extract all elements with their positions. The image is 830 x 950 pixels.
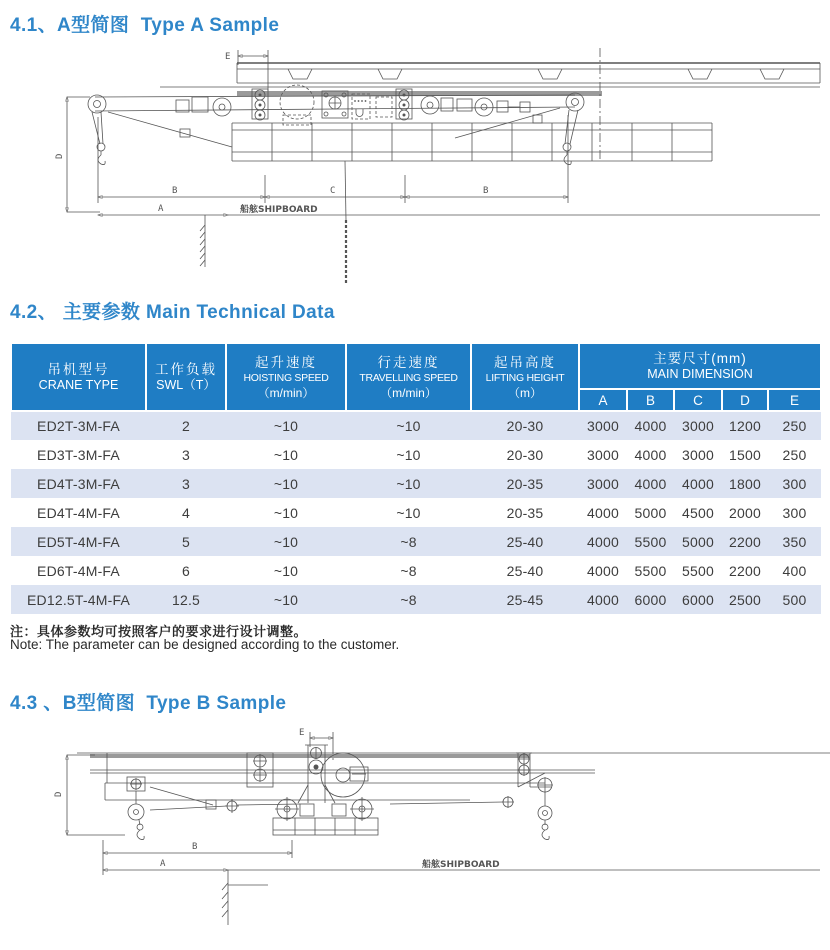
spec-cell: 4000 [587, 562, 619, 579]
svg-text:B: B [483, 186, 489, 196]
spec-cell: 25-40 [506, 562, 544, 579]
col-dim-c: C [674, 389, 722, 411]
svg-text:A: A [160, 859, 166, 869]
type-b-drawing [0, 725, 830, 950]
left-hook [92, 112, 105, 165]
spec-row [11, 498, 821, 527]
col-swl [146, 343, 226, 411]
spec-cell: 300 [782, 504, 807, 521]
spec-cell: 4000 [634, 446, 667, 463]
col-crane-type-zh: 吊机型号 [47, 362, 110, 377]
col-dim-e: E [768, 389, 821, 411]
col-lift-unit: （m） [508, 385, 542, 400]
wall-hatch [222, 870, 268, 925]
spec-cell: ED6T-4M-FA [37, 562, 120, 579]
svg-text:D: D [55, 153, 65, 159]
svg-text:船舷SHIPBOARD: 船舷SHIPBOARD [240, 205, 318, 215]
col-lift-en: LIFTING HEIGHT [485, 371, 565, 384]
spec-cell: 1200 [729, 418, 761, 434]
svg-text:E: E [225, 52, 231, 62]
spec-cell: 1500 [729, 446, 761, 463]
note-zh: 注：具体参数均可按照客户的要求进行设计调整。 [10, 624, 308, 639]
spec-cell: 20-30 [506, 418, 544, 434]
col-dim-b: B [627, 389, 674, 411]
spec-cell: ~10 [396, 504, 421, 521]
spec-cell: ~10 [396, 418, 421, 434]
carriage [273, 797, 378, 835]
spec-cell: 300 [782, 475, 807, 492]
col-hoist-en: HOISTING SPEED [243, 371, 329, 384]
col-hoist-unit: （m/min） [257, 385, 315, 400]
svg-text:D: D [54, 791, 64, 797]
svg-text:船舷SHIPBOARD: 船舷SHIPBOARD [422, 860, 500, 870]
col-dim-en: MAIN DIMENSION [647, 367, 753, 381]
spec-cell: 5000 [634, 504, 667, 521]
spec-cell: 4 [182, 504, 190, 521]
spec-cell: 1800 [729, 475, 761, 492]
spec-cell: 25-45 [506, 591, 544, 608]
svg-text:C: C [330, 186, 336, 196]
spec-cell: 4000 [682, 475, 714, 492]
spec-row [11, 585, 821, 614]
dim-a-shipboard [103, 858, 820, 870]
svg-text:B: B [172, 186, 178, 196]
spec-cell: 4000 [587, 533, 619, 550]
spec-cell: ~10 [396, 446, 421, 463]
platform-grid [232, 123, 712, 285]
type-a-crane-diagram [0, 45, 830, 290]
spec-cell: 5000 [682, 533, 714, 550]
type-a-drawing [0, 45, 830, 290]
spec-row [11, 556, 821, 585]
spec-cell: 2200 [729, 562, 761, 579]
spec-cell: 5500 [634, 562, 667, 579]
col-dim-a: A [579, 389, 627, 411]
spec-cell: ~10 [273, 475, 299, 492]
spec-cell: 4000 [587, 504, 619, 521]
left-end-hook [127, 777, 216, 840]
spec-cell: ~8 [400, 562, 417, 579]
right-end-hook [502, 753, 553, 840]
spec-row [11, 411, 821, 440]
col-hoisting-speed [226, 343, 346, 411]
spec-cell: 20-30 [506, 446, 544, 463]
spec-cell: ~10 [273, 562, 299, 579]
dim-e [225, 50, 268, 91]
spec-cell: 4000 [634, 418, 667, 434]
spec-cell: ~10 [273, 504, 299, 521]
spec-cell: 4500 [682, 504, 714, 521]
svg-text:E: E [299, 728, 305, 738]
deck-structure [160, 63, 820, 96]
spec-table-body [11, 411, 821, 614]
spec-cell: 500 [782, 591, 807, 608]
spec-cell: ~10 [273, 533, 299, 550]
spec-cell: 250 [782, 446, 807, 463]
col-swl-zh: 工作负载 [155, 362, 217, 377]
col-travel-unit: （m/min） [380, 385, 437, 400]
section-title-4-2: 4.2、 主要参数 Main Technical Data [10, 302, 335, 323]
spec-cell: ED2T-3M-FA [37, 418, 120, 434]
wall-hatch [200, 215, 205, 267]
col-dim-d: D [722, 389, 768, 411]
col-crane-type [11, 343, 146, 411]
col-travel-en: TRAVELLING SPEED [359, 371, 458, 384]
spec-cell: 3 [182, 446, 190, 463]
spec-row [11, 469, 821, 498]
spec-cell: 2000 [729, 504, 761, 521]
spec-cell: 3000 [587, 475, 619, 492]
spec-cell: 25-40 [506, 533, 544, 550]
spec-cell: 20-35 [506, 504, 544, 521]
col-lift-zh: 起吊高度 [494, 354, 556, 370]
spec-cell: ~10 [273, 418, 299, 434]
spec-cell: ED4T-3M-FA [37, 475, 120, 492]
col-crane-type-en: CRANE TYPE [38, 378, 119, 392]
spec-cell: 5 [182, 533, 190, 550]
col-travel-zh: 行走速度 [377, 354, 440, 370]
spec-cell: ~10 [273, 446, 299, 463]
svg-text:B: B [192, 842, 198, 852]
spec-cell: ~10 [396, 475, 421, 492]
spec-cell: 3 [182, 475, 190, 492]
dim-a-shipboard [98, 203, 820, 215]
col-swl-en: SWL（T） [156, 378, 216, 392]
col-main-dimension [579, 343, 821, 389]
spec-cell: ED5T-4M-FA [37, 533, 120, 550]
section-title-4-1: 4.1、A型简图 Type A Sample [10, 15, 280, 36]
spec-table [10, 342, 822, 614]
spec-table-head [11, 343, 821, 411]
spec-cell: 2 [182, 418, 190, 434]
spec-cell: 3000 [587, 418, 619, 434]
right-hook [563, 110, 578, 165]
spec-cell: ~10 [273, 591, 299, 608]
spec-cell: 4000 [634, 475, 667, 492]
spec-cell: ~8 [400, 533, 417, 550]
dim-d [54, 755, 125, 835]
section-title-4-3: 4.3 、B型简图 Type B Sample [10, 693, 287, 714]
svg-text:A: A [158, 204, 164, 214]
col-travelling-speed [346, 343, 471, 411]
spec-cell: 3000 [682, 418, 714, 434]
note-en: Note: The parameter can be designed according to the customer. [10, 637, 400, 652]
spec-cell: 400 [782, 562, 807, 579]
spec-cell: 20-35 [506, 475, 544, 492]
spec-cell: 2200 [729, 533, 761, 550]
dim-bcb [98, 115, 568, 203]
spec-cell: ED4T-4M-FA [37, 504, 120, 521]
spec-cell: 12.5 [171, 591, 201, 608]
boom [88, 48, 600, 160]
col-hoist-zh: 起升速度 [255, 354, 317, 370]
spec-row [11, 440, 821, 469]
spec-cell: ~8 [400, 591, 417, 608]
spec-cell: 5500 [634, 533, 667, 550]
spec-row [11, 527, 821, 556]
spec-cell: 350 [782, 533, 807, 550]
spec-cell: 3000 [587, 446, 619, 463]
spec-cell: 3000 [682, 446, 714, 463]
spec-cell: 4000 [587, 591, 619, 608]
rails [77, 753, 830, 783]
spec-cell: ED12.5T-4M-FA [27, 591, 130, 608]
spec-cell: 6 [182, 562, 190, 579]
spec-cell: 5500 [682, 562, 714, 579]
spec-cell: 6000 [682, 591, 714, 608]
spec-cell: 250 [782, 418, 807, 434]
col-lifting-height [471, 343, 579, 411]
col-dim-zh: 主要尺寸(mm) [653, 351, 747, 366]
dim-d [55, 97, 100, 212]
type-b-crane-diagram [0, 725, 830, 950]
spec-cell: ED3T-3M-FA [37, 446, 120, 463]
spec-cell: 2500 [729, 591, 761, 608]
spec-cell: 6000 [634, 591, 667, 608]
